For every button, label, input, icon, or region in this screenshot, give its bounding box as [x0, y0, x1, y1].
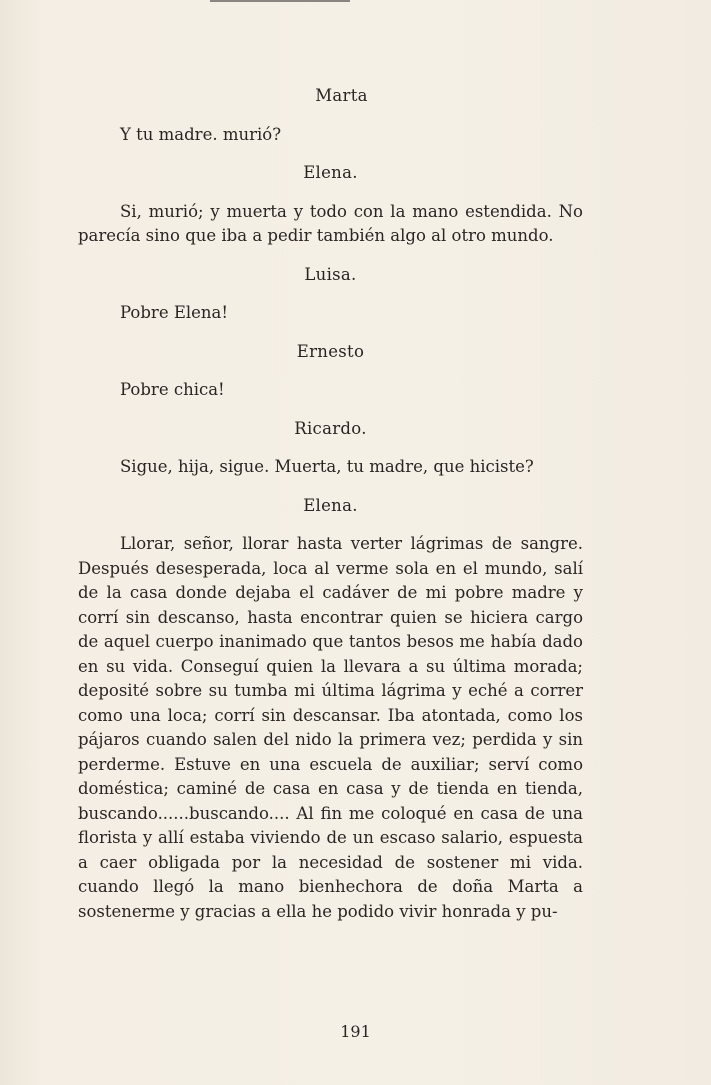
line-elena-1: Si, murió; y muerta y todo con la mano estendida. No parecía sino que iba a pedir también algo al otro mundo.	[78, 201, 583, 245]
line-ricardo: Sigue, hija, sigue. Muerta, tu madre, que hiciste?	[120, 457, 534, 476]
line-luisa: Pobre Elena!	[120, 303, 229, 322]
speaker-luisa: Luisa.	[304, 264, 357, 284]
page-top-edge	[210, 0, 350, 2]
line-ernesto: Pobre chica!	[120, 380, 225, 399]
speaker-ernesto: Ernesto	[296, 341, 365, 361]
dialogue-text	[78, 84, 583, 924]
speaker-elena-1: Elena.	[303, 163, 358, 182]
page-number: 191	[340, 1022, 371, 1041]
speaker-marta: Marta	[315, 86, 368, 105]
speaker-ricardo: Ricardo.	[294, 418, 367, 438]
speaker-elena-2: Elena.	[303, 495, 358, 515]
line-marta: Y tu madre. murió?	[120, 124, 282, 144]
line-elena-2: Llorar, señor, llorar hasta verter lágrimas de sangre. Después desesperada, loca al verme sola en el mundo, salí de la casa donde dejaba el cadáver de mi pobre madre y corrí sin descanso, hasta encontrar quien se hiciera cargo de aquel cuerpo inanimado que tantos besos me había dado en su vida. Conseguí quien la llevara a su última morada; deposité sobre su tumba mi última lágrima y eché a correr como una loca; corrí sin descansar. Iba atontada, como los pájaros cuando salen del nido la primera vez; perdida y sin perderme. Estuve en una escuela de auxiliar; serví como doméstica; caminé de casa en casa y de tienda en tienda, buscando......buscando.... Al fin me coloqué en casa de una florista y allí estaba viviendo de un escaso salario, espuesta a caer obligada por la necesidad de sostener mi vida. cuando llegó la mano bienhechora de doña Marta a sostenerme y gracias a ella he podido vivir honrada y pu-	[78, 534, 583, 921]
